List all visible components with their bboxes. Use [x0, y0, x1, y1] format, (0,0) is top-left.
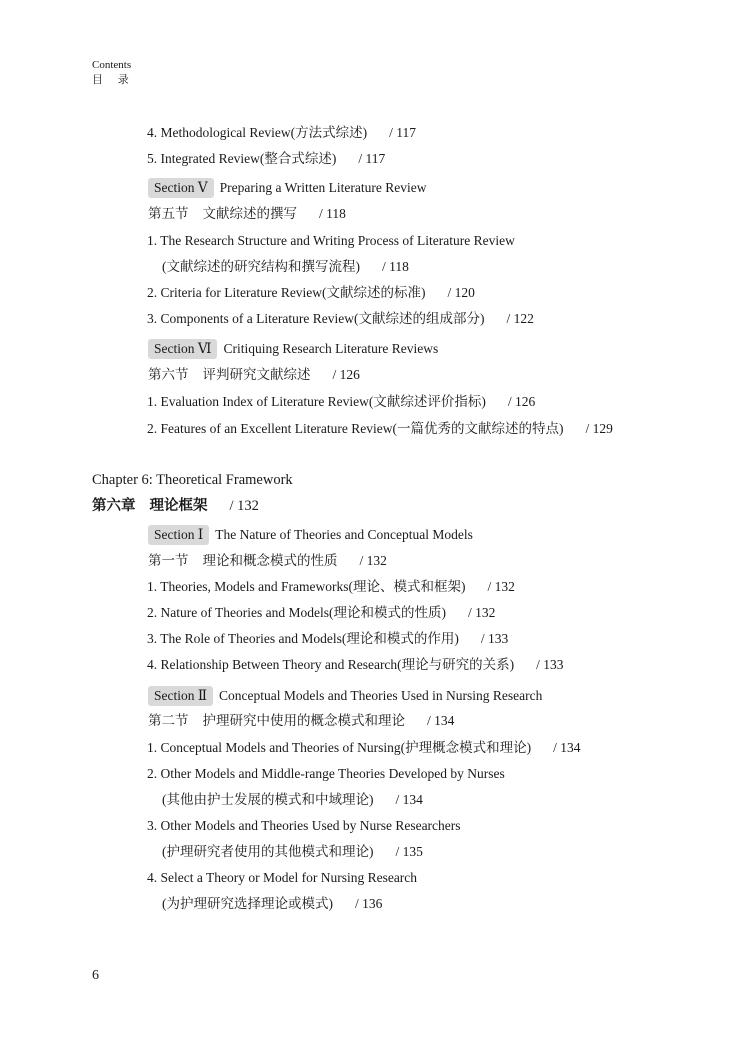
page-ref: / 134 [427, 713, 455, 728]
section-heading-zh[interactable]: 第二节 护理研究中使用的概念模式和理论 / 134 [148, 713, 455, 728]
toc-entry-continued[interactable]: (为护理研究选择理论或模式) / 136 [162, 896, 383, 911]
page-ref: / 122 [506, 311, 534, 326]
page-ref: / 134 [553, 740, 581, 755]
section-heading[interactable]: Section Ⅵ Critiquing Research Literature Reviews [148, 339, 438, 359]
toc-entry[interactable]: 4. Methodological Review(方法式综述) / 117 [147, 125, 416, 140]
page-number: 6 [92, 968, 99, 983]
toc-entry[interactable]: 5. Integrated Review(整合式综述) / 117 [147, 151, 386, 166]
section-heading-zh[interactable]: 第六节 评判研究文献综述 / 126 [148, 367, 360, 382]
section-heading-zh[interactable]: 第一节 理论和概念模式的性质 / 132 [148, 553, 387, 568]
page-ref: / 126 [507, 394, 536, 409]
page-ref: / 132 [487, 579, 515, 594]
page-ref: / 117 [389, 125, 416, 140]
running-head-zh: 目 录 [92, 74, 135, 86]
page-ref: / 126 [332, 367, 360, 382]
section-heading[interactable]: Section Ⅰ The Nature of Theories and Conceptual Models [148, 525, 473, 545]
toc-entry-continued[interactable]: (其他由护士发展的模式和中域理论) / 134 [162, 792, 423, 807]
section-badge: Section Ⅰ [148, 525, 209, 545]
toc-entry[interactable]: 1. Theories, Models and Frameworks(理论、模式和框架) / 132 [147, 579, 515, 594]
toc-entry[interactable]: 1. The Research Structure and Writing Process of Literature Review [147, 233, 515, 248]
toc-entry[interactable]: 2. Nature of Theories and Models(理论和模式的性质) / 132 [147, 605, 496, 620]
page-ref: / 117 [358, 151, 386, 166]
section-heading-zh[interactable]: 第五节 文献综述的撰写 / 118 [148, 206, 346, 221]
page-ref: / 132 [229, 498, 259, 514]
toc-entry[interactable]: 1. Conceptual Models and Theories of Nursing(护理概念模式和理论) / 134 [147, 740, 581, 755]
running-head-en: Contents [92, 59, 132, 71]
running-head [92, 58, 135, 88]
toc-entry[interactable]: 2. Other Models and Middle-range Theories Developed by Nurses [147, 766, 505, 781]
toc-entry[interactable]: 3. The Role of Theories and Models(理论和模式的作用) / 133 [147, 631, 509, 646]
section-badge: Section Ⅱ [148, 686, 213, 706]
chapter-heading[interactable]: Chapter 6: Theoretical Framework [92, 472, 293, 488]
toc-entry[interactable]: 3. Components of a Literature Review(文献综述的组成部分) / 122 [147, 311, 534, 326]
toc-entry[interactable]: 4. Select a Theory or Model for Nursing Research [147, 870, 418, 885]
toc-entry-continued[interactable]: (文献综述的研究结构和撰写流程) / 118 [162, 259, 409, 274]
page-ref: / 134 [395, 792, 423, 807]
toc-entry[interactable]: 2. Features of an Excellent Literature Review(一篇优秀的文献综述的特点) / 129 [147, 421, 613, 436]
section-badge: Section Ⅵ [148, 339, 217, 359]
toc-entry-continued[interactable]: (护理研究者使用的其他模式和理论) / 135 [162, 844, 423, 859]
page-ref: / 118 [382, 259, 409, 274]
toc-entry[interactable]: 3. Other Models and Theories Used by Nurse Researchers [147, 818, 461, 833]
chapter-heading-zh[interactable]: 第六章 理论框架 / 132 [92, 498, 259, 514]
page-ref: / 132 [467, 605, 496, 620]
page-ref: / 135 [395, 844, 423, 859]
page-ref: / 120 [447, 285, 475, 300]
section-badge: Section Ⅴ [148, 178, 214, 198]
toc-entry[interactable]: 2. Criteria for Literature Review(文献综述的标准) / 120 [147, 285, 475, 300]
toc-entry[interactable]: 1. Evaluation Index of Literature Review(文献综述评价指标) / 126 [147, 394, 536, 409]
page-ref: / 133 [536, 657, 564, 672]
page-ref: / 129 [585, 421, 613, 436]
section-heading[interactable]: Section Ⅱ Conceptual Models and Theories Used in Nursing Research [148, 686, 542, 706]
page-ref: / 132 [359, 553, 387, 568]
page-ref: / 136 [355, 896, 383, 911]
section-heading[interactable]: Section Ⅴ Preparing a Written Literature Review [148, 178, 427, 198]
page-ref: / 118 [319, 206, 346, 221]
page-ref: / 133 [480, 631, 509, 646]
toc-entry[interactable]: 4. Relationship Between Theory and Research(理论与研究的关系) / 133 [147, 657, 564, 672]
